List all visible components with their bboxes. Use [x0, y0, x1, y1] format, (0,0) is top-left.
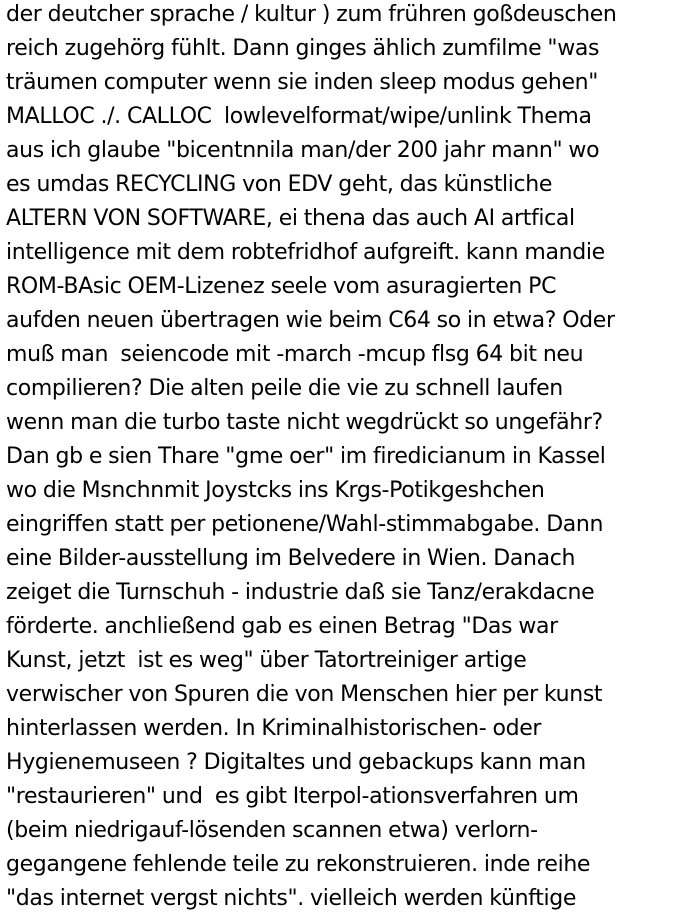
text-line-7: ALTERN VON SOFTWARE, ei thena das auch AI artfical	[6, 206, 575, 231]
text-line-6: es umdas RECYCLING von EDV geht, das künstliche	[6, 172, 553, 197]
text-line-18: zeiget die Turnschuh - industrie daß sie Tanz/erakdacne	[6, 580, 595, 605]
text-line-8: intelligence mit dem robtefridhof aufgreift. kann mandie	[6, 240, 605, 265]
document-text-block	[6, 0, 682, 916]
text-line-26: gegangene fehlende teile zu rekonstruieren. inde reihe	[6, 852, 591, 877]
text-line-15: wo die Msnchnmit Joystcks ins Krgs-Potikgeshchen	[6, 478, 545, 503]
text-line-3: träumen computer wenn sie inden sleep modus gehen"	[6, 70, 598, 95]
text-line-12: compilieren? Die alten peile die vie zu schnell laufen	[6, 376, 563, 401]
text-line-27: "das internet vergst nichts". vielleich werden künftige	[6, 886, 577, 911]
text-line-23: Hygienemuseen ? Digitaltes und gebackups kann man	[6, 750, 586, 775]
text-line-21: verwischer von Spuren die von Menschen hier per kunst	[6, 682, 603, 707]
text-line-1: der deutcher sprache / kultur ) zum frühren goßdeuschen	[6, 2, 617, 27]
text-line-4: MALLOC ./. CALLOC lowlevelformat/wipe/unlink Thema	[6, 104, 592, 129]
text-line-13: wenn man die turbo taste nicht wegdrückt so ungefähr?	[6, 410, 603, 435]
text-line-10: aufden neuen übertragen wie beim C64 so in etwa? Oder	[6, 308, 615, 333]
text-line-25: (beim niedrigauf-lösenden scannen etwa) verlorn-	[6, 818, 538, 843]
text-line-20: Kunst, jetzt ist es weg" über Tatortreiniger artige	[6, 648, 527, 673]
text-line-22: hinterlassen werden. In Kriminalhistorischen- oder	[6, 716, 542, 741]
text-line-9: ROM-BAsic OEM-Lizenez seele vom asuragierten PC	[6, 274, 557, 299]
text-line-16: eingriffen statt per petionene/Wahl-stimmabgabe. Dann	[6, 512, 604, 537]
text-line-19: förderte. anchließend gab es einen Betrag "Das war	[6, 614, 558, 639]
text-line-11: muß man seiencode mit -march -mcup flsg 64 bit neu	[6, 342, 584, 367]
text-line-5: aus ich glaube "bicentnnila man/der 200 jahr mann" wo	[6, 138, 600, 163]
text-line-17: eine Bilder-ausstellung im Belvedere in Wien. Danach	[6, 546, 576, 571]
text-line-14: Dan gb e sien Thare "gme oer" im firedicianum in Kassel	[6, 444, 606, 469]
text-line-2: reich zugehörg fühlt. Dann ginges ählich zumfilme "was	[6, 36, 600, 61]
text-line-24: "restaurieren" und es gibt Iterpol-ationsverfahren um	[6, 784, 579, 809]
